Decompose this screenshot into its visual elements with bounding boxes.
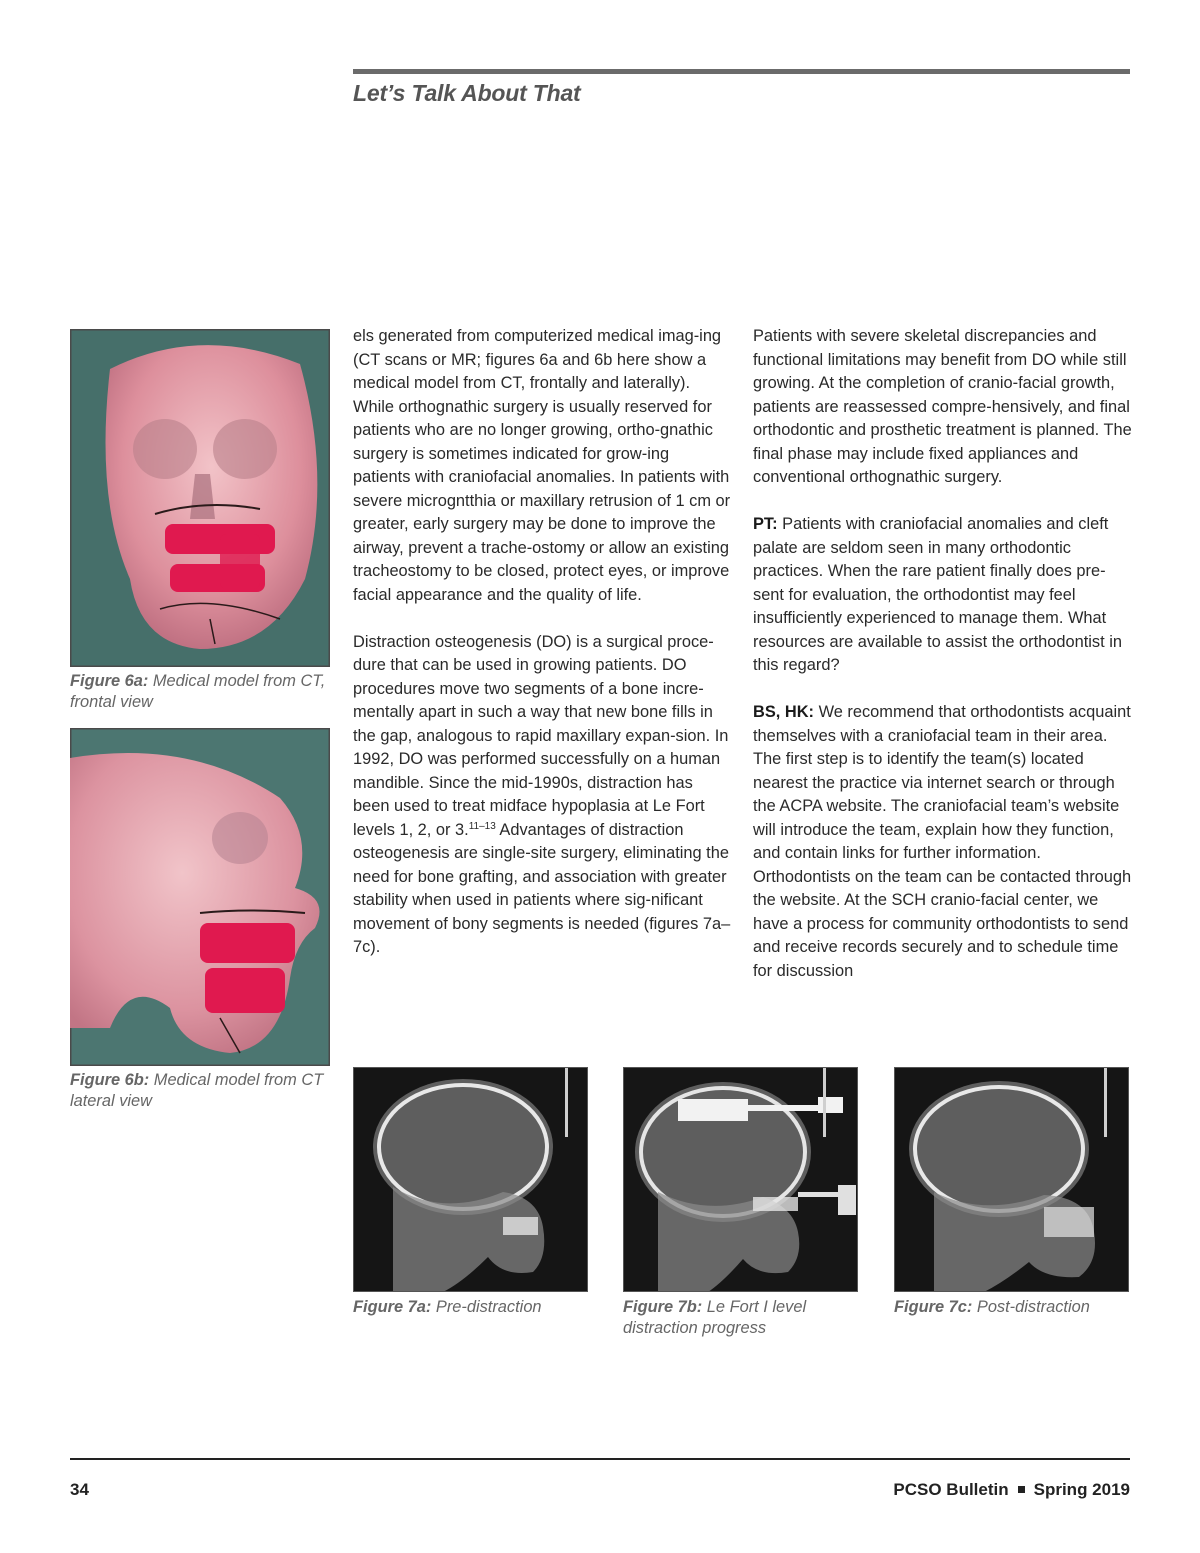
figure-7a-caption [353,1297,593,1318]
figure-7b-label: Figure 7b: [623,1298,703,1316]
paragraph-text: We recommend that orthodontists acquaint themselves with a craniofacial team in their area. The first step is to identify the team(s) located nearest the practice via internet search or through the ACPA website. The craniofacial team’s website will introduce the team, explain how they function, and contain links for further information. Orthodontists on the team can be contacted through the website. At the SCH cranio-facial center, we have a process for community orthodontists to send and receive records securely and to schedule time for discussion [753,703,1132,980]
figure-7a-xray [353,1067,588,1292]
figure-7c-xray [894,1067,1129,1292]
paragraph [353,631,731,960]
speaker-label: PT: [753,515,778,533]
section-title: Let’s Talk About That [353,80,581,106]
speaker-label: BS, HK: [753,703,815,721]
figure-7c-label: Figure 7c: [894,1298,973,1316]
figure-7a-text: Pre-distraction [431,1298,542,1316]
figure-7c-caption [894,1297,1134,1318]
citation-superscript: 11–13 [468,820,496,832]
figure-7b-caption [623,1297,863,1339]
page-number: 34 [70,1480,89,1499]
figure-6b-label: Figure 6b: [70,1071,150,1089]
figure-6b-image [70,728,330,1066]
figure-6a-image [70,329,330,667]
paragraph-text: Advantages of distraction osteogenesis are single-site surgery, eliminating the need for bone grafting, and association with greater stability when used in patients where sig-nificant movement of bony segments is needed (figures 7a–7c). [353,820,731,956]
figure-6b-text: Medical model from CT lateral view [70,1071,324,1110]
journal-footer [893,1480,1130,1500]
figure-7c-text: Post-distraction [972,1298,1090,1316]
figure-7a-label: Figure 7a: [353,1298,432,1316]
paragraph: Patients with severe skeletal discrepancies and functional limitations may benefit from DO while still growing. At the completion of cranio-facial growth, patients are reassessed compre-hensively, and final orthodontic and prosthetic treatment is planned. The final phase may include fixed appliances and conventional orthognathic surgery. [753,327,1132,486]
journal-issue: Spring 2019 [1033,1480,1130,1499]
figure-6a-caption [70,671,335,713]
paragraph [753,701,1133,983]
paragraph-text: Distraction osteogenesis (DO) is a surgical proce-dure that can be used in growing patients. DO procedures move two segments of a bone incre-mentally apart in such a way that new bone fills in the gap, analogous to rapid maxillary expan-sion. In 1992, DO was performed successfully on a human mandible. Since the mid-1990s, distraction has been used to treat midface hypoplasia at Le Fort levels 1, 2, or 3. [353,632,729,839]
paragraph [753,513,1133,678]
figure-7b-xray [623,1067,858,1292]
figure-6a-text: Medical model from CT, frontal view [70,672,326,711]
figure-7b-text: Le Fort I level distraction progress [623,1298,807,1337]
header-rule [353,69,1130,74]
journal-name: PCSO Bulletin [893,1480,1009,1499]
paragraph-text: Patients with craniofacial anomalies and cleft palate are seldom seen in many orthodontic practices. When the rare patient finally does pre-sent for evaluation, the orthodontist may feel insufficiently experienced to manage them. What resources are available to assist the orthodontist in this regard? [753,515,1122,674]
figure-6a-label: Figure 6a: [70,672,149,690]
text-column-left [353,325,731,983]
text-column-right [753,325,1133,1007]
bullet-separator [1018,1486,1025,1493]
footer-rule [70,1458,1130,1460]
figure-6b-caption [70,1070,335,1112]
paragraph: els generated from computerized medical imag-ing (CT scans or MR; figures 6a and 6b here show a medical model from CT, frontally and laterally). While orthognathic surgery is usually reserved for patients who are no longer growing, ortho-gnathic surgery is sometimes indicated for grow-ing patients with craniofacial anomalies. In patients with severe microgntthia or maxillary retrusion of 1 cm or greater, early surgery may be done to improve the airway, prevent a trache-ostomy or allow an existing tracheostomy to be closed, protect eyes, or improve facial appearance and the quality of life. [353,327,731,604]
